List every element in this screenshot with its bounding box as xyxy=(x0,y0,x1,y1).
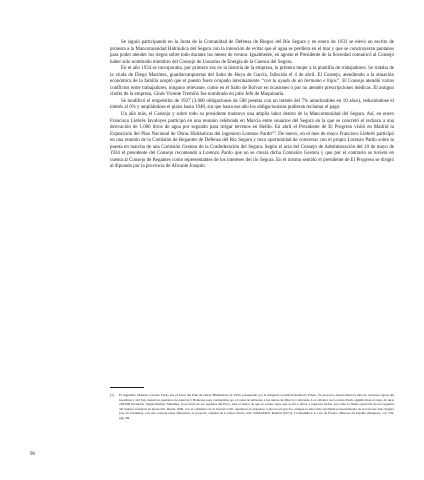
italic-quote: “con la ayuda de un hermano e hijos” xyxy=(261,79,340,85)
paragraph-text: . El Consejo atendió varios conflictos entre trabajadores, ninguno relevante, como en el Salto de Bolvax en ocasiones o por no atender prescripciones médicas. El antiguo chofer de la empresa, Ginés Vicente Tremiño fue nombrado en julio Jefe de Maquinaria. xyxy=(110,79,394,98)
footnote-separator xyxy=(110,387,144,388)
footnote xyxy=(110,393,394,421)
body-text xyxy=(110,40,394,171)
paragraph-text: . De nuevo, en el mes de mayo Francisco Llebrés participó en una reunión de la Comisión de Regantes de Defensa del Río Segura y tuvo oportunidad de conversar con el propio Lorenzo Pardo sobre la puesta en marcha de una Comisión Gestora de la Confederación del Segura. Según el acta del Consejo de Administración del 10 de mayo de 1934 el presidente del Consejo recomendó a Lorenzo Pardo que no se creara dicha Comisión Gestora y que por el contrario se tuviera en cuenta al Consejo de Regantes como representantes de los intereses del río Segura. En el mismo sentido el presidente de El Progreso se dirigió al diputado por la provincia de Alicante Joaquín xyxy=(110,131,394,170)
page-number: 96 xyxy=(30,452,35,457)
paragraph: Se siguió participando en la Junta de la Comunidad de Defensa de Riegos del Río Segura y en enero de 1933 se elevó un escrito de protesta a la Mancomunidad Hidráulica del Segura con la intención de evitar que el agua se perdiera en el mar y que se construyeran pantanos para poder atender los riegos sobre todo durante los meses de verano. Igualmente, en agosto el Presidente de la Sociedad comunicó al Consejo haber sido nombrado miembro del Consejo de Usuarios de Energía de la Cuenca del Segura. xyxy=(110,40,394,65)
footnote-text: El ingeniero Manuel Lorenzo Pardo fue el autor del Plan de Obras Hidráulicas de 1933, presentado por el dirigente socialista Indalecio Prieto. Su proyecto desarrollaba la idea de trasvasar aguas del Guadiana y del Tajo desde los pantanos de Alarcón y Bolarque para conducirlas por el canal de Albacete a las tierras de Murcia y Alicante. Los cálculos de Lorenzo Pardo significaban el riego de unas 238.000 hectáreas. Según Ramón Tamames, la protesta de los regantes del Ebro, ante el temor de que se restara agua que se iba a llevar a regiones áridas, así como la firme oposición de los regantes del Segura, frenaron su ejecución. Desde 1936, con el comienzo de la Guerra Civil, quedaron en suspenso todos los proyectos, aunque la idea sería retomada posteriormente en el trasvase Tajo-Segura (ver en volumen), con tres concepciones diferentes, el proyecto original de Lorenzo Pardo. Vid. TAMAMES, Ramón (1973), La República. La era de Franco. Historia de España Alfaguara, vol. VII, pág. 88. xyxy=(119,393,394,420)
paragraph xyxy=(110,112,394,171)
paragraph: Se modificó el empréstito de 1927 (3.000 obligaciones de 500 pesetas con un interés del 7% amortizables en 10 años), reduciéndose el interés al 6% y ampliándose el plazo hasta 1948, sin que hasta ese año los obligacionistas pudieran reclamar el pago. xyxy=(110,98,394,111)
footnote-reference[interactable]: (1) xyxy=(271,129,276,134)
paragraph xyxy=(110,66,394,99)
paragraph-text: En el año 1934 se incorporaba, por primera vez en la historia de la empresa, la primera mujer a la plantilla de trabajadores. Se trataba de la viuda de Diego Martínez, guardacompuertas del Salto de Hoya de García, fallecido el 4 de abril. El Consejo, atendiendo a la situación económica de la familia aceptó que el puesto fuera ocupado interinamente xyxy=(110,66,394,85)
paragraph-text: Un año más, el Consejo y sobre todo su presidente mantuvo una amplia labor dentro de la Mancomunidad del Segura. Así, en enero Francisco Llebrés Iavaloyes participó en una reunión celebrada en Murcia entre usuarios del Segura en la que se concretó el rechazo a una derivación de 1.000 litros de agua por segundo para irrigar terrenos en Hellín. En abril el Presidente de El Progreso visitó en Madrid la Exposición del Plan Nacional de Obras Hidráulicas del ingeniero Lorenzo Pardo xyxy=(110,112,394,137)
footnote-mark: (1) xyxy=(110,393,115,397)
footnote-item xyxy=(110,393,394,421)
